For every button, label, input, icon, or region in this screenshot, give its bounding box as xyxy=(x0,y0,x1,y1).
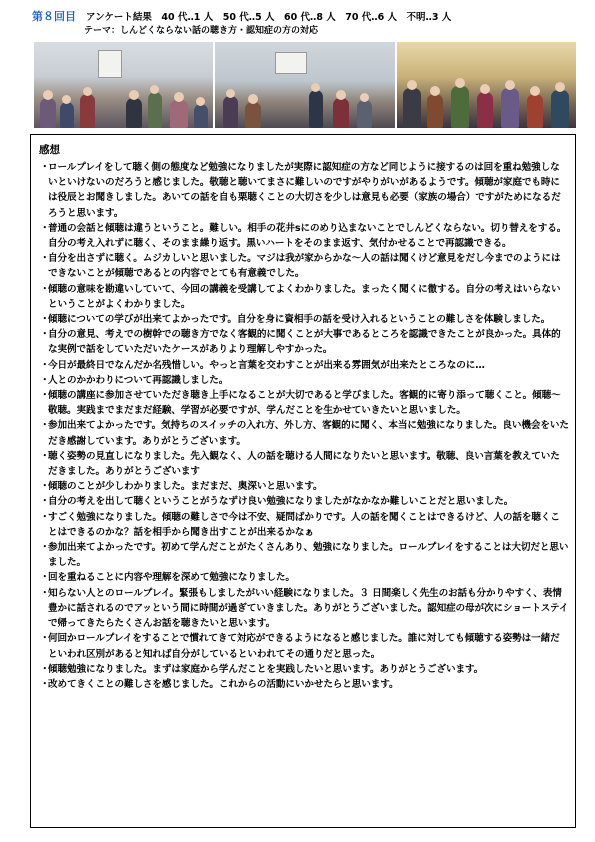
bullet-mark: ・ xyxy=(40,359,50,371)
comment-item xyxy=(37,327,569,357)
comment-text: 自分を出さずに聴く。ムジカしいと思いました。マジは我が家からかな～人の話は聞くけど意見をだし今までのようにはできないことが傾聴であるとの内容でとても有意義でした。 xyxy=(48,253,561,280)
comment-text: 傾聴勉強になりました。まずは家庭から学んだことを実践したいと思います。ありがとうございます。 xyxy=(48,663,484,675)
comment-text: 何回かロールプレイをすることで慣れてきて対応ができるようになると感じました。誰に対しても傾聴する姿勢は一緒だといわれ区別があると知れば自分がしているといわれてその通りだと思った。 xyxy=(48,633,560,660)
comment-text: 参加出来てよかったです。気持ちのスイッチの入れ方、外し方、客観的に聞く、本当に勉強になりました。良い機会をいただき感謝しています。ありがとうございます。 xyxy=(48,420,569,447)
bullet-mark: ・ xyxy=(40,663,50,675)
comment-item xyxy=(37,251,569,281)
comment-text: 知らない人とのロールプレイ。緊張もしましたがいい経験になりました。３ 日間楽しく先生のお話も分かりやすく、表情豊かに話されるのでアッという間に時間が過ぎていきました。ありがとうございました。認知症の母が次にショートステイで帰ってきたらたくさんお話を聴きたいと思います。 xyxy=(48,587,569,630)
comment-item xyxy=(37,677,569,692)
comments-box xyxy=(30,134,576,828)
bullet-mark: ・ xyxy=(40,678,50,690)
bullet-mark: ・ xyxy=(40,587,50,599)
comment-text: 聴く姿勢の見直しになりました。先入観なく、人の話を聴ける人間になりたいと思います。敬聴、良い言葉を教えていただきました。ありがとうございます xyxy=(48,450,560,478)
page-header xyxy=(32,10,572,38)
comment-text: 人とのかかわりについて再認識しました。 xyxy=(48,374,229,386)
header-summary-line xyxy=(32,10,572,24)
comment-item xyxy=(37,570,569,585)
comment-text: ロールプレイをして聴く側の態度など勉強になりましたが実際に認知症の方など同じように接するのは回を重ね勉強しないといけないのだろうと感じました。敬聴と聴いてまさに難しいのですがやりがいがあるようです。傾聴が家庭でも時には役辰とお聞きしました。あいての話を自も栗聴くことの大切さを少しは意見も必要（家族の場合）ですがためになるだろうと思います。 xyxy=(48,162,561,219)
comment-item xyxy=(37,662,569,677)
bullet-mark: ・ xyxy=(40,511,50,523)
comment-item xyxy=(37,631,569,661)
photo-strip xyxy=(34,42,576,128)
comment-item xyxy=(37,221,569,251)
comment-text: 参加出来てよかったです。初めて学んだことがたくさんあり、勉強になりました。ロールプレイをすることは大切だと思いました。 xyxy=(48,542,569,569)
workshop-photo-3 xyxy=(397,42,576,128)
comment-text: 傾聴の講座に参加させていただき聴き上手になることが大切であると学びました。客観的に寄り添って聴くこと。傾聴～敬聴。実践までまだまだ経験、学習が必要ですが、学んだことを生かせていきたいと思いました。 xyxy=(48,390,561,417)
bullet-mark: ・ xyxy=(40,222,50,234)
session-number: 第８回目 xyxy=(32,10,76,23)
bullet-mark: ・ xyxy=(40,329,50,341)
theme-line: テーマ：しんどくならない話の聴き方・認知症の方の対応 xyxy=(84,26,319,36)
bullet-mark: ・ xyxy=(40,390,50,402)
comment-item xyxy=(37,282,569,312)
bullet-mark: ・ xyxy=(40,374,50,386)
bullet-mark: ・ xyxy=(40,481,50,493)
bullet-mark: ・ xyxy=(40,542,50,554)
comment-item xyxy=(37,358,569,373)
comment-item xyxy=(37,510,569,540)
bullet-mark: ・ xyxy=(40,496,50,508)
bullet-mark: ・ xyxy=(40,283,50,295)
comment-item xyxy=(37,373,569,388)
workshop-photo-1 xyxy=(34,42,213,128)
comment-item xyxy=(37,388,569,418)
comment-item xyxy=(37,540,569,570)
comment-item xyxy=(37,312,569,327)
comment-text: 回を重ねることに内容や理解を深めて勉強になりました。 xyxy=(48,572,295,584)
survey-summary: アンケート結果 40 代‥1 人 50 代‥5 人 60 代‥8 人 70 代‥6 人 不明‥3 人 xyxy=(86,12,452,23)
comment-text: 普通の会話と傾聴は違うということ。難しい。相手の花井sにのめり込まないことでしんどくならない。切り替えをする。自分の考え入れずに聴く、そのまま繰り返す。黒いハートをそのまま返す、気付かせることで再認識できる。 xyxy=(48,222,567,250)
bullet-mark: ・ xyxy=(40,450,50,462)
bullet-mark: ・ xyxy=(40,420,50,432)
comment-item xyxy=(37,494,569,509)
comment-text: 傾聴のことが少しわかりました。まだまだ、奥深いと思います。 xyxy=(48,481,323,493)
comment-item xyxy=(37,449,569,479)
comment-text: 傾聴の意味を勘違いしていて、今回の講義を受講してよくわかりました。まったく聞くに徹する。自分の考えはいらないということがよくわかりました。 xyxy=(48,283,561,310)
comment-item xyxy=(37,418,569,448)
comment-text: 傾聴についての学びが出来てよかったです。自分を身に資相手の話を受け入れるということの難しさを体験しました。 xyxy=(48,314,551,326)
comment-text: 今日が最終日でなんだか名残惜しい。やっと言葉を交わすことが出来る雰囲気が出来たところなのに… xyxy=(48,359,485,371)
comment-item xyxy=(37,479,569,494)
bullet-mark: ・ xyxy=(40,253,50,265)
section-title: 感想 xyxy=(39,144,60,156)
workshop-photo-2 xyxy=(215,42,394,128)
bullet-mark: ・ xyxy=(40,314,50,326)
bullet-mark: ・ xyxy=(40,633,50,645)
comment-text: 自分の考えを出して聴くということがうなずけ良い勉強になりましたがなかなか難しいことだと思いました。 xyxy=(48,496,514,508)
comment-text: すごく勉強になりました。傾聴の難しさで今は不安、疑問ばかりです。人の話を聞くことはできるけど、人の話を聴くことはできるのかな？話を相手から聞き出すことが出来るかなぁ xyxy=(48,511,560,538)
comment-text: 自分の意見、考えでの樹幹での聴き方でなく客観的に聞くことが大事であるところを認識できたことが良かった。具体的な実例で話をしていただいたケースがありより理解しやすかった。 xyxy=(48,329,561,356)
bullet-mark: ・ xyxy=(40,162,50,173)
comment-item xyxy=(37,160,569,221)
bullet-mark: ・ xyxy=(40,572,50,584)
comment-list xyxy=(37,160,569,692)
comment-text: 改めてきくことの難しさを感じました。これからの活動にいかせたらと思います。 xyxy=(48,678,399,690)
comment-item xyxy=(37,586,569,632)
